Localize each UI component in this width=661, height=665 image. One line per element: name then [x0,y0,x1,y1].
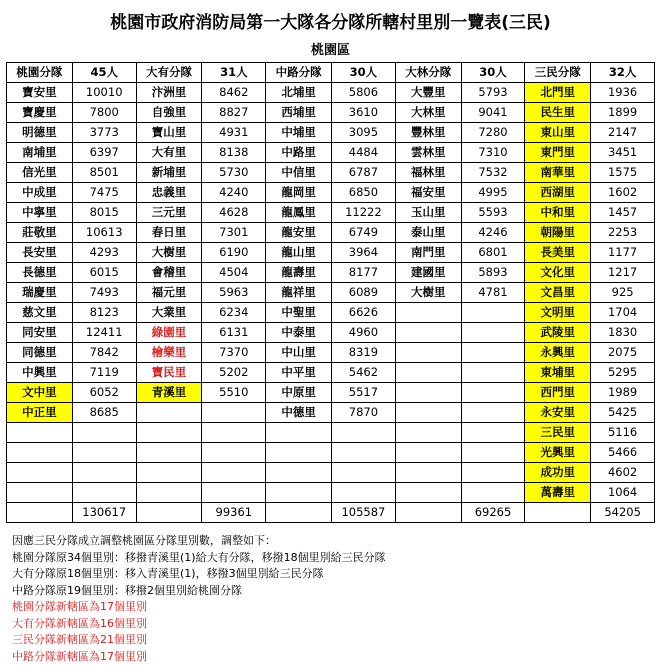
table-row [7,323,655,343]
village-name-cell: 南門里 [395,243,461,263]
column-header-name-4: 三民分隊 [525,63,591,83]
village-name-cell: 長美里 [525,243,591,263]
village-name-cell: 永興里 [525,343,591,363]
village-population-cell: 2075 [591,343,655,363]
village-population-cell: 6787 [332,163,396,183]
empty-cell [395,483,461,503]
table-row [7,303,655,323]
village-population-cell: 2147 [591,123,655,143]
village-population-cell: 7870 [332,403,396,423]
empty-cell [395,383,461,403]
empty-cell [395,463,461,483]
empty-cell [202,423,266,443]
village-name-cell: 豐林里 [395,123,461,143]
village-population-cell: 5730 [202,163,266,183]
village-name-cell: 雲林里 [395,143,461,163]
empty-cell [202,403,266,423]
village-name-cell: 寶安里 [7,83,73,103]
empty-cell [332,483,396,503]
village-name-cell: 龍祥里 [266,283,332,303]
table-row [7,403,655,423]
village-population-cell: 6190 [202,243,266,263]
table-row [7,223,655,243]
column-header-name-2: 中路分隊 [266,63,332,83]
village-population-cell: 5517 [332,383,396,403]
empty-cell [395,423,461,443]
village-population-cell: 1989 [591,383,655,403]
empty-cell [395,303,461,323]
village-population-cell: 7493 [72,283,136,303]
village-population-cell: 3773 [72,123,136,143]
village-name-cell: 東門里 [525,143,591,163]
village-name-cell: 萬壽里 [525,483,591,503]
village-name-cell: 東埔里 [525,363,591,383]
village-name-cell: 北埔里 [266,83,332,103]
column-header-name-0: 桃園分隊 [7,63,73,83]
table-row [7,263,655,283]
village-population-cell: 8177 [332,263,396,283]
empty-cell [266,483,332,503]
village-name-cell: 三元里 [136,203,202,223]
empty-cell [136,483,202,503]
village-name-cell: 瑞慶里 [7,283,73,303]
village-population-cell: 7310 [461,143,525,163]
village-population-cell: 6089 [332,283,396,303]
table-row [7,83,655,103]
village-name-cell: 龍山里 [266,243,332,263]
village-name-cell: 長安里 [7,243,73,263]
village-name-cell: 中成里 [7,183,73,203]
village-population-cell: 6131 [202,323,266,343]
village-name-cell: 西門里 [525,383,591,403]
village-population-cell: 5593 [461,203,525,223]
village-name-cell: 文明里 [525,303,591,323]
column-header-count-0: 45人 [72,63,136,83]
village-population-cell: 4484 [332,143,396,163]
village-name-cell: 中泰里 [266,323,332,343]
village-population-cell: 5806 [332,83,396,103]
empty-cell [7,443,73,463]
village-name-cell: 中原里 [266,383,332,403]
village-name-cell: 汴洲里 [136,83,202,103]
village-population-cell: 12411 [72,323,136,343]
totals-value-2: 105587 [332,503,396,523]
table-row [7,283,655,303]
village-name-cell: 文化里 [525,263,591,283]
empty-cell [332,443,396,463]
empty-cell [136,463,202,483]
village-population-cell: 4995 [461,183,525,203]
empty-cell [202,483,266,503]
village-population-cell: 4246 [461,223,525,243]
village-population-cell: 5462 [332,363,396,383]
table-row [7,443,655,463]
village-name-cell: 寶慶里 [7,103,73,123]
village-population-cell: 6626 [332,303,396,323]
note-line: 中路分隊原19個里別：移撥2個里別給桃園分隊 [12,583,649,600]
village-population-cell: 5425 [591,403,655,423]
empty-cell [461,383,525,403]
note-line: 大有分隊原18個里別：移入青溪里(1)，移撥3個里別給三民分隊 [12,566,649,583]
village-name-cell: 寶民里 [136,363,202,383]
empty-cell [461,343,525,363]
village-name-cell: 西湖里 [525,183,591,203]
empty-cell [72,423,136,443]
column-header-count-2: 30人 [332,63,396,83]
village-population-cell: 7532 [461,163,525,183]
village-population-cell: 3451 [591,143,655,163]
column-header-name-1: 大有分隊 [136,63,202,83]
village-name-cell: 北門里 [525,83,591,103]
village-population-cell: 7370 [202,343,266,363]
village-name-cell: 玉山里 [395,203,461,223]
empty-cell [461,363,525,383]
totals-label-spacer [266,503,332,523]
village-name-cell: 中正里 [7,403,73,423]
village-population-cell: 8827 [202,103,266,123]
empty-cell [202,463,266,483]
empty-cell [332,423,396,443]
totals-row [7,503,655,523]
village-population-cell: 5510 [202,383,266,403]
note-line: 中路分隊新轄區為17個里別 [12,649,649,665]
village-name-cell: 南埔里 [7,143,73,163]
empty-cell [202,443,266,463]
village-name-cell: 新埔里 [136,163,202,183]
empty-cell [72,443,136,463]
column-header-count-1: 31人 [202,63,266,83]
village-name-cell: 中信里 [266,163,332,183]
village-name-cell: 中埔里 [266,123,332,143]
village-population-cell: 5963 [202,283,266,303]
village-population-cell: 1064 [591,483,655,503]
village-name-cell: 文昌里 [525,283,591,303]
village-name-cell: 綠園里 [136,323,202,343]
totals-label-spacer [7,503,73,523]
village-name-cell: 泰山里 [395,223,461,243]
note-line: 桃園分隊原34個里別：移撥青溪里(1)給大有分隊，移撥18個里別給三民分隊 [12,550,649,567]
village-population-cell: 11222 [332,203,396,223]
village-population-cell: 8015 [72,203,136,223]
village-name-cell: 武陵里 [525,323,591,343]
village-population-cell: 5116 [591,423,655,443]
village-population-cell: 7842 [72,343,136,363]
totals-value-3: 69265 [461,503,525,523]
village-name-cell: 同安里 [7,323,73,343]
empty-cell [7,423,73,443]
empty-cell [266,463,332,483]
note-line: 大有分隊新轄區為16個里別 [12,616,649,633]
empty-cell [461,463,525,483]
village-name-cell: 長德里 [7,263,73,283]
village-population-cell: 8462 [202,83,266,103]
village-name-cell: 會稽里 [136,263,202,283]
table-row [7,123,655,143]
village-name-cell: 中山里 [266,343,332,363]
village-population-cell: 1217 [591,263,655,283]
column-header-count-4: 32人 [591,63,655,83]
empty-cell [332,463,396,483]
village-population-cell: 4602 [591,463,655,483]
village-name-cell: 福安里 [395,183,461,203]
village-name-cell: 中平里 [266,363,332,383]
village-population-cell: 7475 [72,183,136,203]
village-name-cell: 光興里 [525,443,591,463]
page-title: 桃園市政府消防局第一大隊各分隊所轄村里別一覽表(三民) [6,8,655,33]
empty-cell [266,443,332,463]
empty-cell [461,483,525,503]
table-row [7,343,655,363]
village-population-cell: 4240 [202,183,266,203]
empty-cell [461,423,525,443]
village-name-cell: 龍鳳里 [266,203,332,223]
village-population-cell: 6397 [72,143,136,163]
village-name-cell: 成功里 [525,463,591,483]
village-population-cell: 7800 [72,103,136,123]
village-population-cell: 5202 [202,363,266,383]
village-name-cell: 福林里 [395,163,461,183]
village-population-cell: 5893 [461,263,525,283]
village-population-cell: 6052 [72,383,136,403]
empty-cell [136,403,202,423]
village-population-cell: 3610 [332,103,396,123]
table-row [7,243,655,263]
village-population-cell: 1936 [591,83,655,103]
village-name-cell: 南華里 [525,163,591,183]
village-population-cell: 5295 [591,363,655,383]
table-row [7,363,655,383]
empty-cell [461,323,525,343]
village-name-cell: 朝陽里 [525,223,591,243]
village-name-cell: 中路里 [266,143,332,163]
village-population-cell: 7280 [461,123,525,143]
empty-cell [461,443,525,463]
totals-value-4: 54205 [591,503,655,523]
village-name-cell: 大林里 [395,103,461,123]
village-name-cell: 同德里 [7,343,73,363]
village-population-cell: 4931 [202,123,266,143]
note-line: 桃園分隊新轄區為17個里別 [12,599,649,616]
village-population-cell: 1575 [591,163,655,183]
village-name-cell: 寶山里 [136,123,202,143]
village-population-cell: 10010 [72,83,136,103]
empty-cell [7,483,73,503]
village-name-cell: 西埔里 [266,103,332,123]
village-population-cell: 1457 [591,203,655,223]
village-population-cell: 2253 [591,223,655,243]
table-row [7,183,655,203]
village-name-cell: 大豐里 [395,83,461,103]
village-name-cell: 自強里 [136,103,202,123]
village-name-cell: 福元里 [136,283,202,303]
district-subtitle: 桃園區 [6,39,655,58]
village-name-cell: 龍壽里 [266,263,332,283]
village-population-cell: 3095 [332,123,396,143]
village-population-cell: 1177 [591,243,655,263]
village-name-cell: 中德里 [266,403,332,423]
village-name-cell: 明德里 [7,123,73,143]
totals-label-spacer [136,503,202,523]
village-population-cell: 8501 [72,163,136,183]
village-population-cell: 8123 [72,303,136,323]
village-population-cell: 5466 [591,443,655,463]
village-name-cell: 大業里 [136,303,202,323]
village-name-cell: 建國里 [395,263,461,283]
village-population-cell: 6801 [461,243,525,263]
village-allocation-table [6,62,655,523]
table-row [7,423,655,443]
village-population-cell: 7301 [202,223,266,243]
village-name-cell: 中興里 [7,363,73,383]
village-name-cell: 永安里 [525,403,591,423]
village-name-cell: 龍安里 [266,223,332,243]
totals-value-1: 99361 [202,503,266,523]
village-name-cell: 青溪里 [136,383,202,403]
village-name-cell: 東山里 [525,123,591,143]
table-header-row [7,63,655,83]
table-row [7,103,655,123]
village-population-cell: 9041 [461,103,525,123]
village-name-cell: 大樹里 [136,243,202,263]
empty-cell [461,403,525,423]
empty-cell [461,303,525,323]
village-population-cell: 1830 [591,323,655,343]
village-name-cell: 春日里 [136,223,202,243]
totals-value-0: 130617 [72,503,136,523]
table-row [7,163,655,183]
village-population-cell: 1602 [591,183,655,203]
empty-cell [395,443,461,463]
village-population-cell: 3964 [332,243,396,263]
village-name-cell: 中聖里 [266,303,332,323]
village-population-cell: 925 [591,283,655,303]
village-name-cell: 忠義里 [136,183,202,203]
note-line: 三民分隊新轄區為21個里別 [12,632,649,649]
village-name-cell: 三民里 [525,423,591,443]
totals-label-spacer [525,503,591,523]
notes-block [12,533,649,665]
totals-label-spacer [395,503,461,523]
village-population-cell: 4960 [332,323,396,343]
village-name-cell: 慈文里 [7,303,73,323]
table-row [7,463,655,483]
empty-cell [395,323,461,343]
village-name-cell: 龍岡里 [266,183,332,203]
village-name-cell: 信光里 [7,163,73,183]
village-population-cell: 4504 [202,263,266,283]
empty-cell [395,343,461,363]
village-population-cell: 6015 [72,263,136,283]
village-population-cell: 8319 [332,343,396,363]
village-name-cell: 大有里 [136,143,202,163]
village-population-cell: 4293 [72,243,136,263]
village-population-cell: 6234 [202,303,266,323]
empty-cell [395,403,461,423]
village-name-cell: 文中里 [7,383,73,403]
village-population-cell: 1899 [591,103,655,123]
village-population-cell: 6850 [332,183,396,203]
empty-cell [395,363,461,383]
table-row [7,143,655,163]
village-population-cell: 8138 [202,143,266,163]
note-line: 因應三民分隊成立調整桃園區分隊里別數，調整如下： [12,533,649,550]
village-population-cell: 8685 [72,403,136,423]
table-row [7,383,655,403]
village-population-cell: 7119 [72,363,136,383]
village-name-cell: 中寧里 [7,203,73,223]
table-row [7,203,655,223]
village-name-cell: 莊敬里 [7,223,73,243]
empty-cell [266,423,332,443]
table-row [7,483,655,503]
empty-cell [7,463,73,483]
village-name-cell: 檜樂里 [136,343,202,363]
village-population-cell: 4628 [202,203,266,223]
village-population-cell: 1704 [591,303,655,323]
empty-cell [136,423,202,443]
empty-cell [72,463,136,483]
village-population-cell: 4781 [461,283,525,303]
village-name-cell: 大樹里 [395,283,461,303]
village-name-cell: 民生里 [525,103,591,123]
village-population-cell: 10613 [72,223,136,243]
column-header-name-3: 大林分隊 [395,63,461,83]
empty-cell [136,443,202,463]
village-population-cell: 6749 [332,223,396,243]
village-population-cell: 5793 [461,83,525,103]
empty-cell [72,483,136,503]
column-header-count-3: 30人 [461,63,525,83]
village-name-cell: 中和里 [525,203,591,223]
